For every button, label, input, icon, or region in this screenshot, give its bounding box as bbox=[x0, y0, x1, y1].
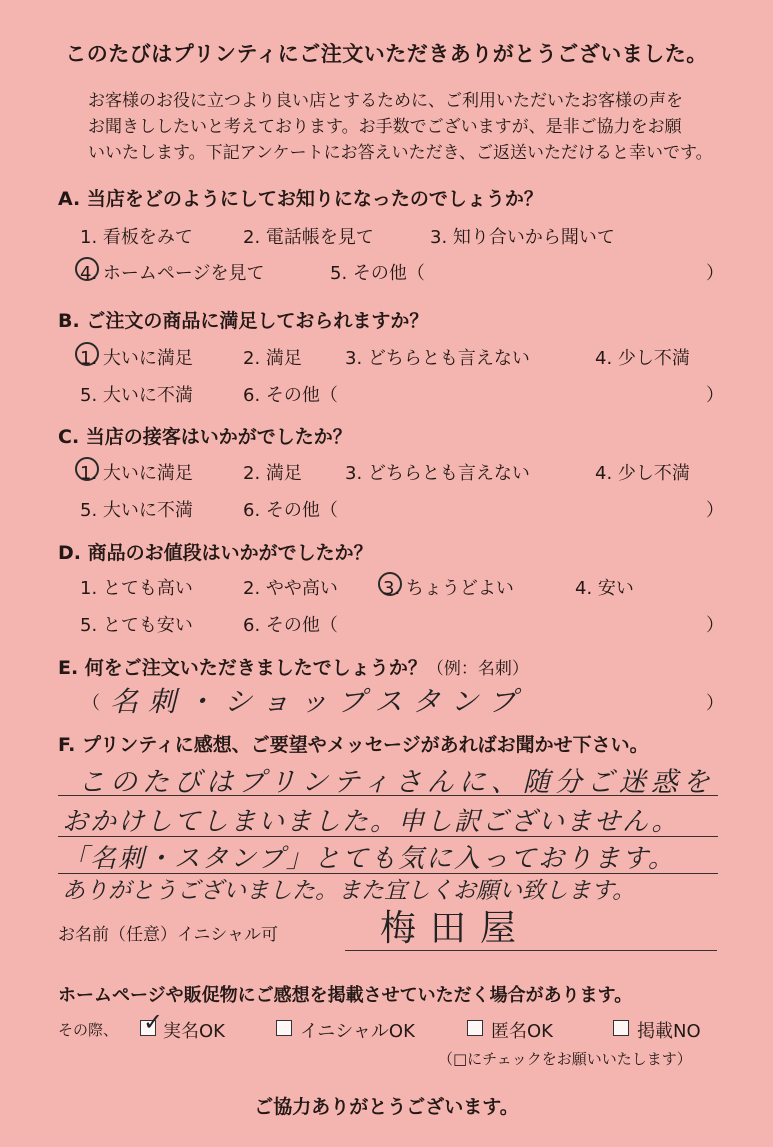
q-a-option-2[interactable]: 2. 電話帳を見て bbox=[243, 227, 374, 248]
q-b-close-paren: ） bbox=[706, 385, 724, 406]
publish-prefix: その際、 bbox=[58, 1021, 119, 1039]
check-mark-icon: ✓ bbox=[143, 1008, 164, 1036]
name-handwritten-value[interactable]: 梅田屋 bbox=[380, 908, 531, 949]
q-a-close-paren: ） bbox=[706, 263, 724, 284]
q-b-option-6[interactable]: 6. その他（ bbox=[243, 385, 338, 406]
question-a-heading: A. 当店をどのようにしてお知りになったのでしょうか？ bbox=[58, 188, 543, 210]
name-label: お名前（任意）イニシャル可 bbox=[58, 925, 278, 945]
q-c-option-2[interactable]: 2. 満足 bbox=[243, 463, 302, 484]
q-d-option-4[interactable]: 4. 安い bbox=[575, 578, 634, 599]
q-b-option-3[interactable]: 3. どちらとも言えない bbox=[345, 348, 530, 369]
q-f-handwritten-line: このたびはプリンティさんに、随分ご迷惑を bbox=[78, 767, 715, 798]
publish-option-anonymous: 匿名OK bbox=[491, 1021, 553, 1042]
question-e-example: （例：名刺） bbox=[426, 659, 529, 679]
intro-line: お聞きししたいと考えております。お手数でございますが、是非ご協力をお願 bbox=[88, 117, 682, 137]
question-b-heading: B. ご注文の商品に満足しておられますか？ bbox=[58, 310, 429, 332]
q-a-option-3[interactable]: 3. 知り合いから聞いて bbox=[430, 227, 615, 248]
q-c-option-4[interactable]: 4. 少し不満 bbox=[595, 463, 690, 484]
q-e-open-paren: （ bbox=[82, 693, 100, 714]
q-f-handwritten-line: おかけしてしまいました。申し訳ございません。 bbox=[62, 807, 680, 837]
question-e-text: E. 何をご注文いただきましたでしょうか？ bbox=[58, 657, 427, 679]
q-e-close-paren: ） bbox=[706, 693, 724, 714]
publish-checkbox-anonymous[interactable] bbox=[467, 1020, 483, 1036]
q-d-option-6[interactable]: 6. その他（ bbox=[243, 615, 338, 636]
q-a-option-1[interactable]: 1. 看板をみて bbox=[80, 227, 193, 248]
q-a-option-5[interactable]: 5. その他（ bbox=[330, 263, 425, 284]
q-f-handwritten-line: ありがとうございました。また宜しくお願い致します。 bbox=[62, 878, 636, 904]
q-f-handwritten-line: 「名刺・スタンプ」とても気に入っております。 bbox=[62, 844, 676, 874]
publish-option-real-name: 実名OK bbox=[163, 1021, 225, 1042]
publish-checkbox-initials[interactable] bbox=[276, 1020, 292, 1036]
intro-line: お客様のお役に立つより良い店とするために、ご利用いただいたお客様の声を bbox=[88, 91, 683, 111]
q-c-option-5[interactable]: 5. 大いに不満 bbox=[80, 500, 193, 521]
thanks-message: ご協力ありがとうございます。 bbox=[254, 1096, 519, 1118]
q-d-option-2[interactable]: 2. やや高い bbox=[243, 578, 338, 599]
answer-rule bbox=[58, 795, 718, 796]
q-e-handwritten-answer[interactable]: 名刺・ショップスタンプ bbox=[110, 685, 527, 718]
intro-text bbox=[88, 88, 713, 166]
publish-hint: （□にチェックをお願いいたします） bbox=[438, 1050, 692, 1068]
q-b-option-5[interactable]: 5. 大いに不満 bbox=[80, 385, 193, 406]
answer-rule bbox=[58, 836, 718, 837]
q-d-option-1[interactable]: 1. とても高い bbox=[80, 578, 193, 599]
q-c-close-paren: ） bbox=[706, 500, 724, 521]
publish-option-no: 掲載NO bbox=[637, 1021, 701, 1042]
q-b-option-1[interactable]: 1. 大いに満足 bbox=[80, 348, 193, 369]
q-d-close-paren: ） bbox=[706, 615, 724, 636]
q-c-option-6[interactable]: 6. その他（ bbox=[243, 500, 338, 521]
intro-line: いいたします。下記アンケートにお答えいただき、ご返送いただけると幸いです。 bbox=[88, 143, 713, 163]
q-b-option-4[interactable]: 4. 少し不満 bbox=[595, 348, 690, 369]
q-c-option-3[interactable]: 3. どちらとも言えない bbox=[345, 463, 530, 484]
question-d-heading: D. 商品のお値段はいかがでしたか？ bbox=[58, 542, 373, 564]
q-d-option-5[interactable]: 5. とても安い bbox=[80, 615, 193, 636]
name-rule bbox=[345, 950, 717, 951]
publish-checkbox-no[interactable] bbox=[613, 1020, 629, 1036]
question-c-heading: C. 当店の接客はいかがでしたか？ bbox=[58, 426, 352, 448]
q-a-option-4[interactable]: 4. ホームページを見て bbox=[80, 263, 265, 284]
q-c-option-1[interactable]: 1. 大いに満足 bbox=[80, 463, 193, 484]
question-e-heading bbox=[58, 653, 529, 680]
publish-heading: ホームページや販促物にご感想を掲載させていただく場合があります。 bbox=[58, 985, 633, 1006]
q-d-option-3[interactable]: 3. ちょうどよい bbox=[383, 578, 514, 599]
publish-option-initials: イニシャルOK bbox=[300, 1021, 415, 1042]
survey-title: このたびはプリンティにご注文いただきありがとうございました。 bbox=[65, 42, 708, 66]
q-b-option-2[interactable]: 2. 満足 bbox=[243, 348, 302, 369]
question-f-heading: F. プリンティに感想、ご要望やメッセージがあればお聞かせ下さい。 bbox=[58, 734, 649, 756]
